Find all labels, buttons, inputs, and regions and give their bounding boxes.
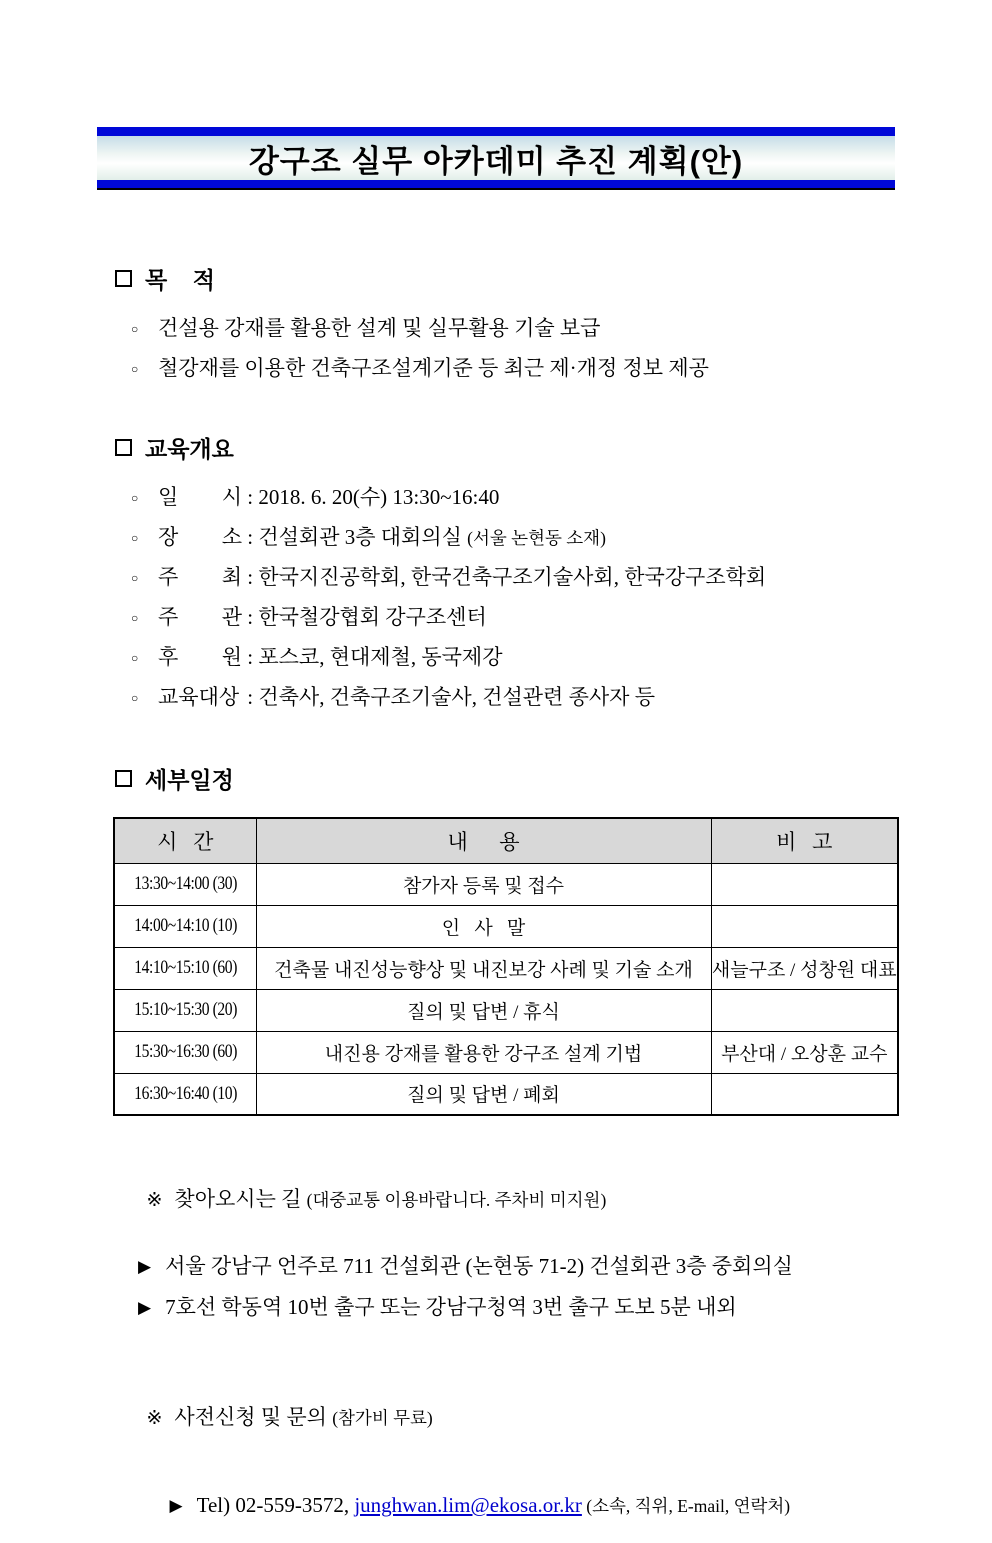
circle-bullet-icon: ○ <box>131 651 139 665</box>
circle-bullet-icon: ○ <box>131 362 139 376</box>
tel-label: Tel) 02-559-3572, <box>196 1493 355 1517</box>
label-separator: : <box>242 685 259 709</box>
col-header-note: 비 고 <box>711 818 898 863</box>
square-marker-icon <box>115 270 132 287</box>
cell-note: 부산대 / 오상훈 교수 <box>711 1031 898 1073</box>
list-item <box>131 558 992 598</box>
direction-text: 7호선 학동역 10번 출구 또는 강남구청역 3번 출구 도보 5분 내외 <box>165 1295 737 1319</box>
field-value: 건설회관 3층 대회의실 <box>258 525 468 549</box>
section-heading-overview <box>115 431 992 464</box>
purpose-item-text: 철강재를 이용한 건축구조설계기준 등 최근 제·개정 정보 제공 <box>158 356 709 380</box>
field-value: 한국철강협회 강구조센터 <box>258 605 487 629</box>
banner-body <box>97 136 895 180</box>
circle-bullet-icon: ○ <box>131 611 139 625</box>
cell-time: 14:00~14:10 (10) <box>114 905 256 947</box>
cell-content: 인 사 말 <box>256 905 711 947</box>
cell-time: 15:10~15:30 (20) <box>114 989 256 1031</box>
directions-section <box>0 1158 992 1328</box>
list-item <box>131 309 992 349</box>
contact-line <box>138 1468 992 1543</box>
table-row <box>114 989 898 1031</box>
banner-bottom-bar <box>97 180 895 190</box>
circle-bullet-icon: ○ <box>131 571 139 585</box>
field-label: 주 관 <box>158 605 242 629</box>
section-heading-schedule <box>115 762 992 795</box>
cell-note <box>711 863 898 905</box>
circle-bullet-icon: ○ <box>131 322 139 336</box>
purpose-item-text: 건설용 강재를 활용한 설계 및 실무활용 기술 보급 <box>158 316 601 340</box>
table-row <box>114 905 898 947</box>
list-item <box>131 678 992 718</box>
direction-item <box>138 1287 992 1328</box>
direction-item <box>138 1246 992 1287</box>
cell-time: 16:30~16:40 (10) <box>114 1073 256 1115</box>
title-banner <box>97 127 895 190</box>
cell-content: 건축물 내진성능향상 및 내진보강 사례 및 기술 소개 <box>256 947 711 989</box>
field-value: 한국지진공학회, 한국건축구조기술사회, 한국강구조학회 <box>258 565 767 589</box>
circle-bullet-icon: ○ <box>131 691 139 705</box>
cell-time: 13:30~14:00 (30) <box>114 863 256 905</box>
overview-heading-label: 교육개요 <box>145 436 234 462</box>
schedule-table <box>113 817 899 1116</box>
table-row <box>114 1073 898 1115</box>
list-item <box>131 478 992 518</box>
table-row <box>114 947 898 989</box>
list-item <box>131 638 992 678</box>
list-item <box>131 349 992 389</box>
page-title: 강구조 실무 아카데미 추진 계획(안) <box>248 143 744 179</box>
field-value: 건축사, 건축구조기술사, 건설관련 종사자 등 <box>258 685 655 709</box>
table-row <box>114 1031 898 1073</box>
circle-bullet-icon: ○ <box>131 491 139 505</box>
cell-content: 내진용 강재를 활용한 강구조 설계 기법 <box>256 1031 711 1073</box>
purpose-heading-label: 목 적 <box>145 267 215 293</box>
label-separator: : <box>242 525 259 549</box>
section-heading-purpose <box>115 262 992 295</box>
registration-heading: 사전신청 및 문의 <box>174 1405 333 1429</box>
schedule-heading-label: 세부일정 <box>145 767 234 793</box>
arrow-bullet-icon: ▶ <box>138 1257 152 1276</box>
overview-list <box>131 478 992 718</box>
field-label: 후 원 <box>158 645 242 669</box>
field-label: 교육대상 <box>158 685 240 709</box>
registration-heading-line <box>115 1376 992 1456</box>
field-label: 주 최 <box>158 565 242 589</box>
reference-mark-icon: ※ <box>146 1190 163 1211</box>
list-item <box>131 598 992 638</box>
label-separator: : <box>242 485 259 509</box>
cell-note <box>711 989 898 1031</box>
label-separator: : <box>242 565 259 589</box>
col-header-content: 내 용 <box>256 818 711 863</box>
reference-mark-icon: ※ <box>146 1408 163 1429</box>
field-value-note: (서울 논현동 소재) <box>467 528 606 548</box>
square-marker-icon <box>115 439 132 456</box>
square-marker-icon <box>115 770 132 787</box>
table-header-row <box>114 818 898 863</box>
circle-bullet-icon: ○ <box>131 531 139 545</box>
cell-content: 질의 및 답변 / 휴식 <box>256 989 711 1031</box>
field-value: 2018. 6. 20(수) 13:30~16:40 <box>258 485 500 509</box>
cell-time: 15:30~16:30 (60) <box>114 1031 256 1073</box>
field-value: 포스코, 현대제철, 동국제강 <box>258 645 503 669</box>
email-note: (소속, 직위, E-mail, 연락처) <box>581 1496 791 1516</box>
table-row <box>114 863 898 905</box>
cell-note <box>711 905 898 947</box>
cell-content: 질의 및 답변 / 폐회 <box>256 1073 711 1115</box>
directions-heading: 찾아오시는 길 <box>174 1187 307 1211</box>
label-separator: : <box>242 645 259 669</box>
directions-heading-note: (대중교통 이용바랍니다. 주차비 미지원) <box>306 1190 607 1210</box>
directions-heading-line <box>115 1158 992 1238</box>
field-label: 장 소 <box>158 525 242 549</box>
cell-note <box>711 1073 898 1115</box>
cell-note: 새늘구조 / 성창원 대표 <box>711 947 898 989</box>
arrow-bullet-icon: ▶ <box>169 1496 183 1515</box>
email-link[interactable]: junghwan.lim@ekosa.or.kr <box>354 1493 582 1517</box>
arrow-bullet-icon: ▶ <box>138 1298 152 1317</box>
field-label: 일 시 <box>158 485 242 509</box>
registration-section <box>0 1376 992 1543</box>
cell-time: 14:10~15:10 (60) <box>114 947 256 989</box>
list-item <box>131 518 992 558</box>
directions-items <box>138 1246 992 1328</box>
purpose-list <box>131 309 992 389</box>
col-header-time: 시 간 <box>114 818 256 863</box>
label-separator: : <box>242 605 259 629</box>
registration-heading-note: (참가비 무료) <box>332 1408 433 1428</box>
direction-text: 서울 강남구 언주로 711 건설회관 (논현동 71-2) 건설회관 3층 중회의실 <box>165 1254 793 1278</box>
cell-content: 참가자 등록 및 접수 <box>256 863 711 905</box>
